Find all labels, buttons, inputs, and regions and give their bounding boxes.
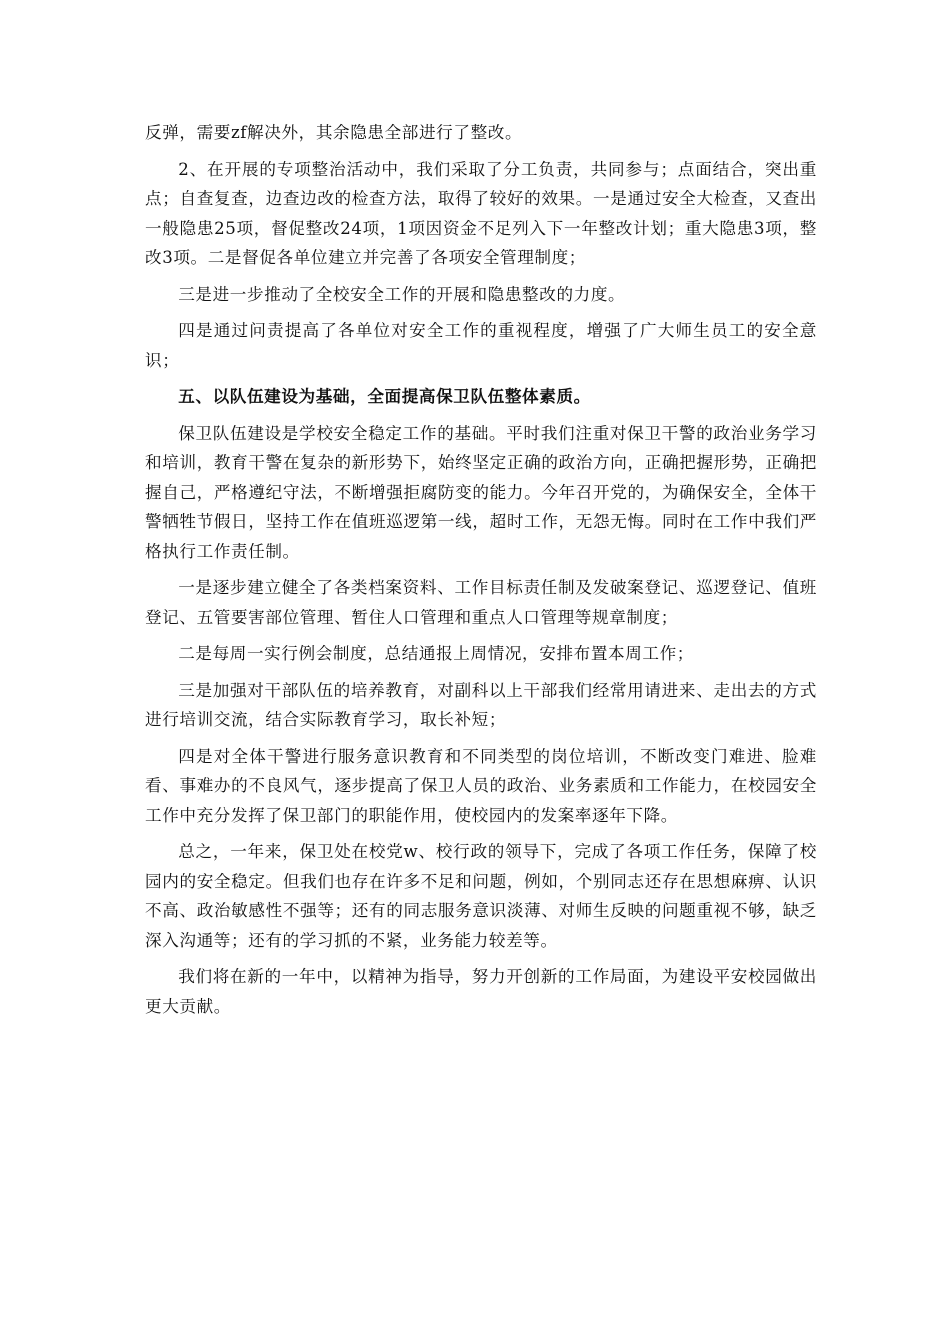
section-heading-5: 五、以队伍建设为基础，全面提高保卫队伍整体素质。 (178, 386, 591, 406)
paragraph-measure-2: 二是每周一实行例会制度，总结通报上周情况，安排布置本周工作； (178, 644, 694, 663)
document-body (145, 118, 817, 1028)
paragraph-point-4: 四是通过问责提高了各单位对安全工作的重视程度，增强了广大师生员工的安全意识； (145, 321, 817, 370)
paragraph-summary: 总之，一年来，保卫处在校党w、校行政的领导下，完成了各项工作任务，保障了校园内的安全稳定。但我们也存在许多不足和问题，例如，个别同志还存在思想麻痹、认识不高、政治敏感性不强等；还有的同志服务意识淡薄、对师生反映的问题重视不够，缺乏深入沟通等；还有的学习抓的不紧，业务能力较差等。 (145, 842, 817, 950)
paragraph-continuation: 反弹，需要zf解决外，其余隐患全部进行了整改。 (145, 123, 523, 142)
paragraph-team-building: 保卫队伍建设是学校安全稳定工作的基础。平时我们注重对保卫干警的政治业务学习和培训，教育干警在复杂的新形势下，始终坚定正确的政治方向，正确把握形势，正确把握自己，严格遵纪守法，不断增强拒腐防变的能力。今年召开党的，为确保安全，全体干警牺牲节假日，坚持工作在值班巡逻第一线，超时工作，无怨无悔。同时在工作中我们严格执行工作责任制。 (145, 423, 817, 561)
paragraph-measure-3: 三是加强对干部队伍的培养教育，对副科以上干部我们经常用请进来、走出去的方式进行培训交流，结合实际教育学习，取长补短； (145, 680, 817, 729)
paragraph-measure-1: 一是逐步建立健全了各类档案资料、工作目标责任制及发破案登记、巡逻登记、值班登记、五管要害部位管理、暂住人口管理和重点人口管理等规章制度； (145, 578, 817, 627)
paragraph-point-3: 三是进一步推动了全校安全工作的开展和隐患整改的力度。 (178, 284, 626, 304)
paragraph-item-2: 2、在开展的专项整治活动中，我们采取了分工负责，共同参与；点面结合，突出重点；自查复查，边查边改的检查方法，取得了较好的效果。一是通过安全大检查，又查出一般隐患25项，督促整改24项，1项因资金不足列入下一年整改计划；重大隐患3项，整改3项。二是督促各单位建立并完善了各项安全管理制度； (145, 159, 817, 267)
paragraph-measure-4: 四是对全体干警进行服务意识教育和不同类型的岗位培训，不断改变门难进、脸难看、事难办的不良风气，逐步提高了保卫人员的政治、业务素质和工作能力，在校园安全工作中充分发挥了保卫部门的职能作用，使校园内的发案率逐年下降。 (145, 746, 817, 825)
paragraph-closing: 我们将在新的一年中，以精神为指导，努力开创新的工作局面，为建设平安校园做出更大贡献。 (145, 967, 817, 1016)
